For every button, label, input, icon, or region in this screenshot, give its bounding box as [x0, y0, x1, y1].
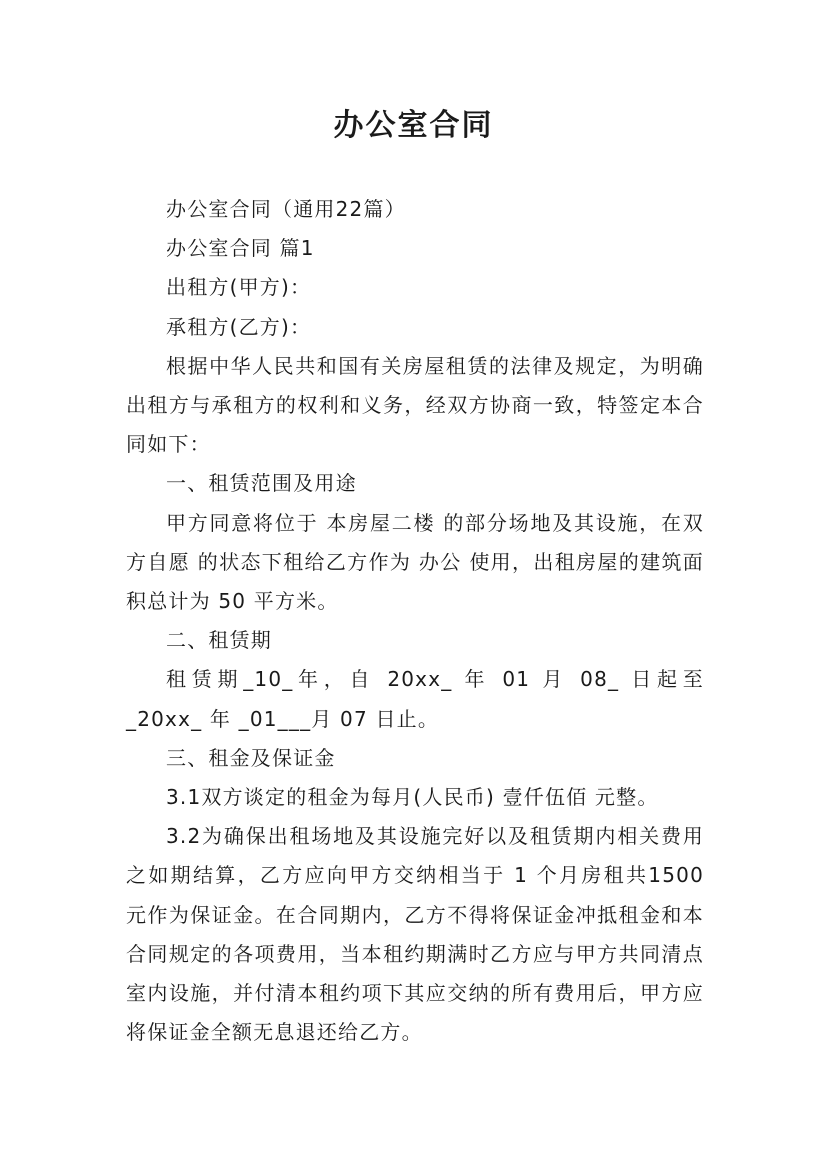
paragraph-term: 租赁期_10_年，自 20xx_ 年 01 月 08_ 日起至 _20xx_ 年 _01___月 07 日止。: [126, 667, 704, 731]
paragraph-deposit: 3.2为确保出租场地及其设施完好以及租赁期内相关费用之如期结算，乙方应向甲方交纳相当于 1 个月房租共1500 元作为保证金。在合同期内，乙方不得将保证金冲抵租金和本合同规定的各项费用，当本租约期满时乙方应与甲方共同清点室内设施，并付清本租约项下其应交纳的所有费用后，甲方应将保证金全额无息退还给乙方。: [126, 824, 704, 1045]
document-title: 办公室合同: [333, 108, 494, 143]
paragraph-section-heading: 办公室合同 篇1: [166, 236, 315, 261]
paragraph-scope: 甲方同意将位于 本房屋二楼 的部分场地及其设施，在双方自愿 的状态下租给乙方作为 办公 使用，出租房屋的建筑面积总计为 50 平方米。: [126, 510, 704, 614]
paragraph-subtitle: 办公室合同（通用22篇）: [166, 197, 406, 221]
clause-heading-term: 二、租赁期: [166, 628, 272, 653]
paragraph-lessee: 承租方(乙方)：: [166, 314, 312, 339]
paragraph-lessor: 出租方(甲方)：: [166, 275, 312, 300]
clause-heading-scope: 一、租赁范围及用途: [166, 471, 357, 496]
paragraph-preamble: 根据中华人民共和国有关房屋租赁的法律及规定，为明确出租方与承租方的权利和义务，经双方协商一致，特签定本合同如下：: [126, 353, 704, 457]
paragraph-rent: 3.1双方谈定的租金为每月(人民币) 壹仟伍佰 元整。: [166, 785, 659, 810]
clause-heading-rent: 三、租金及保证金: [166, 745, 336, 770]
document-body: [126, 190, 704, 1052]
